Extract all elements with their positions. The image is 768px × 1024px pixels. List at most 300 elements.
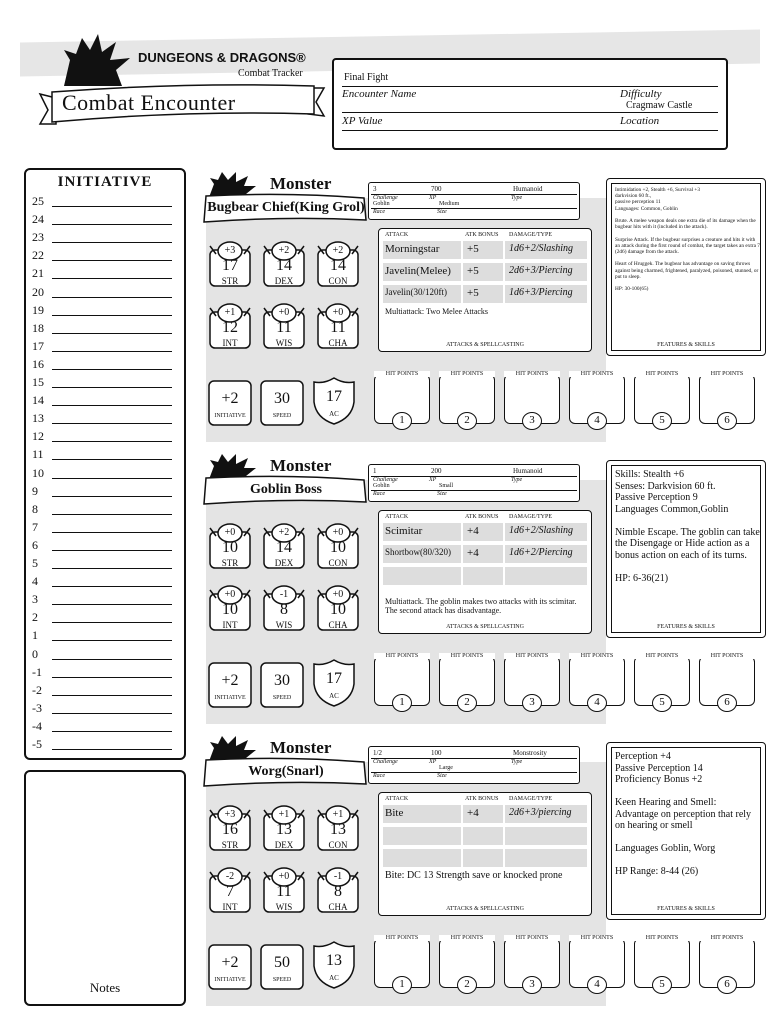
initiative-number: 20: [32, 284, 44, 299]
attacks-footer: ATTACKS & SPELLCASTING: [446, 624, 524, 630]
attack-note[interactable]: Multiattack. The goblin makes two attacks with its scimitar. The second attack has disadvantage.: [385, 597, 577, 615]
race-label: Race: [373, 491, 385, 497]
ability-value: 10: [222, 539, 238, 556]
ability-value: 14: [276, 257, 292, 274]
ability-score-int[interactable]: [208, 302, 252, 350]
attack-name-cell[interactable]: [383, 827, 461, 845]
initiative-row[interactable]: [32, 248, 172, 264]
ability-modifier: +2: [278, 245, 290, 256]
race-label: Race: [373, 773, 385, 779]
features-text[interactable]: Intimidation +2, Stealth +6, Survival +3 darkvision 60 ft., passive perception 11 Languages: Common, Goblin Brute. A melee weapon deals one extra die of its damage when the bugbear hits with it (included in the attack). Surprise Attack. If the bugbear surprises a creature and hits it with an attack during the first round of combat, the target takes an extra 7 (2d6) damage from the attack. Heart of Hruggek. The bugbear has advantage on saving throws against being charmed, frightened, paralyzed, poisoned, stunned, or put to sleep. HP: 30-100(65): [615, 187, 760, 293]
ability-score-con[interactable]: [316, 240, 360, 288]
ac-label: AC: [329, 974, 339, 982]
size-label: Size: [437, 773, 447, 779]
ability-label: STR: [221, 840, 239, 850]
initiative-number: 16: [32, 356, 44, 371]
monster-name[interactable]: Goblin Boss: [250, 482, 322, 497]
ability-score-wis[interactable]: [262, 584, 306, 632]
initiative-row[interactable]: [32, 393, 172, 409]
ability-label: DEX: [274, 276, 294, 286]
ability-value: 11: [276, 319, 292, 336]
features-box: [606, 460, 766, 638]
ability-value: 7: [226, 883, 234, 900]
initiative-row[interactable]: [32, 429, 172, 445]
initiative-number: 2: [32, 610, 38, 625]
size-value[interactable]: Small: [439, 483, 454, 489]
hit-points-number: 4: [587, 976, 607, 994]
initiative-row[interactable]: [32, 321, 172, 337]
ability-modifier: +0: [332, 589, 344, 600]
initiative-number: 13: [32, 411, 44, 426]
attack-name: Javelin(30/120ft): [385, 287, 447, 297]
ability-score-str[interactable]: [208, 240, 252, 288]
ability-label: WIS: [275, 620, 293, 630]
hit-points-label: HIT POINTS: [634, 653, 690, 659]
race-label: Race: [373, 209, 385, 215]
attack-note[interactable]: Multiattack: Two Melee Attacks: [385, 307, 489, 316]
features-text[interactable]: Skills: Stealth +6 Senses: Darkvision 60 ft. Passive Perception 9 Languages Common,Goblin Nimble Escape. The goblin can take the Disengage or Hide action as a bonus action on each of its turns. HP: 6-36(21): [615, 469, 760, 584]
initiative-row[interactable]: [32, 556, 172, 572]
challenge-value[interactable]: 1: [373, 467, 377, 475]
initiative-number: 15: [32, 375, 44, 389]
attack-damage: 1d6+3/Piercing: [509, 287, 573, 298]
ability-value: 14: [330, 257, 346, 274]
monster-heading: Monster: [270, 174, 332, 193]
speed-value: 30: [274, 390, 290, 407]
ability-modifier: -2: [225, 871, 235, 882]
attack-bonus: +5: [467, 265, 479, 277]
monster-block: [196, 734, 768, 1012]
initiative-title: INITIATIVE: [57, 174, 153, 190]
hit-points-number: 4: [587, 694, 607, 712]
initiative-stat[interactable]: [208, 944, 252, 990]
initiative-row[interactable]: [32, 719, 172, 735]
size-value[interactable]: Large: [439, 765, 453, 771]
page-title: Combat Encounter: [62, 90, 236, 115]
monster-info-box: [368, 464, 580, 502]
initiative-row[interactable]: [32, 466, 172, 482]
ac-value: 17: [326, 670, 342, 687]
speed-stat[interactable]: [260, 380, 304, 426]
hit-points-box[interactable]: [439, 652, 495, 714]
initiative-row[interactable]: [32, 266, 172, 282]
ability-label: DEX: [274, 840, 294, 850]
ability-modifier: +0: [278, 871, 290, 882]
hit-points-box[interactable]: [634, 934, 690, 996]
speed-label: SPEED: [272, 977, 292, 983]
hit-points-box[interactable]: [699, 934, 755, 996]
ac-label: AC: [329, 410, 339, 418]
hit-points-box[interactable]: [569, 934, 625, 996]
initiative-number: 14: [32, 393, 44, 408]
attacks-footer: ATTACKS & SPELLCASTING: [446, 906, 524, 912]
ability-value: 11: [330, 319, 346, 336]
hit-points-label: HIT POINTS: [439, 653, 495, 659]
hit-points-box[interactable]: [439, 370, 495, 432]
ability-label: DEX: [274, 558, 294, 568]
ability-value: 10: [330, 601, 346, 618]
ability-score-int[interactable]: [208, 584, 252, 632]
attacks-box: [378, 792, 592, 916]
armor-class-stat[interactable]: [312, 940, 356, 990]
features-footer: FEATURES & SKILLS: [657, 906, 715, 912]
attack-bonus: +4: [467, 525, 479, 537]
speed-stat[interactable]: [260, 662, 304, 708]
challenge-value[interactable]: 3: [373, 185, 377, 193]
attack-bonus: +4: [467, 807, 479, 819]
hit-points-label: HIT POINTS: [439, 935, 495, 941]
attack-damage-cell[interactable]: [505, 827, 587, 845]
notes-panel[interactable]: [24, 770, 186, 1006]
ability-score-cha[interactable]: [316, 866, 360, 914]
attack-damage: 2d6+3/piercing: [509, 807, 572, 818]
ability-score-cha[interactable]: [316, 302, 360, 350]
challenge-value[interactable]: 1/2: [373, 749, 382, 757]
ability-label: CON: [328, 558, 348, 568]
initiative-number: 6: [32, 537, 38, 552]
hit-points-box[interactable]: [699, 370, 755, 432]
brand-subtitle: Combat Tracker: [238, 68, 303, 79]
initiative-row[interactable]: [32, 484, 172, 500]
ability-score-int[interactable]: [208, 866, 252, 914]
features-footer: FEATURES & SKILLS: [657, 624, 715, 630]
ability-modifier: -1: [279, 589, 289, 600]
attack-name-cell[interactable]: [383, 849, 461, 867]
attack-bonus-cell[interactable]: [463, 849, 503, 867]
initiative-number: -1: [32, 664, 42, 679]
hit-points-box[interactable]: [504, 370, 560, 432]
encounter-info-box: [332, 58, 728, 150]
initiative-row[interactable]: [32, 683, 172, 699]
monster-heading: Monster: [270, 738, 332, 757]
initiative-number: 18: [32, 320, 44, 335]
initiative-number: 24: [32, 212, 44, 227]
size-value[interactable]: Medium: [439, 201, 460, 207]
monster-heading: Monster: [270, 456, 332, 475]
ability-score-con[interactable]: [316, 804, 360, 852]
ability-modifier: +0: [278, 307, 290, 318]
initiative-stat[interactable]: [208, 380, 252, 426]
type-value[interactable]: Humanoid: [513, 185, 543, 193]
initiative-stat[interactable]: [208, 662, 252, 708]
attack-bonus-cell[interactable]: [463, 567, 503, 585]
ability-value: 14: [276, 539, 292, 556]
ability-value: 12: [222, 319, 238, 336]
ability-value: 16: [222, 821, 238, 838]
hit-points-box[interactable]: [699, 652, 755, 714]
hit-points-box[interactable]: [569, 652, 625, 714]
initiative-row[interactable]: [32, 357, 172, 373]
ability-modifier: +2: [278, 527, 290, 538]
hit-points-label: HIT POINTS: [569, 935, 625, 941]
monster-block: [196, 170, 768, 448]
features-text[interactable]: Perception +4 Passive Perception 14 Proficiency Bonus +2 Keen Hearing and Smell: Advantage on perception that rely on hearing or smell Languages Goblin, Worg HP Range: 8-44 (26): [615, 751, 752, 877]
atk-bonus-header: ATK BONUS: [465, 514, 499, 520]
hit-points-box[interactable]: [439, 934, 495, 996]
initiative-number: 21: [32, 266, 44, 281]
attack-damage: 1d6+2/Slashing: [509, 243, 573, 254]
initiative-number: -5: [32, 737, 42, 751]
attack-damage: 1d6+2/Slashing: [509, 525, 573, 536]
hit-points-label: HIT POINTS: [504, 935, 560, 941]
initiative-value: +2: [221, 954, 239, 971]
hit-points-label: HIT POINTS: [504, 371, 560, 377]
ability-score-str[interactable]: [208, 522, 252, 570]
location-value[interactable]: Cragmaw Castle: [626, 100, 693, 111]
hit-points-label: HIT POINTS: [439, 371, 495, 377]
initiative-value: +2: [221, 390, 239, 407]
race-value[interactable]: Goblin: [373, 201, 390, 207]
hit-points-number: 6: [717, 412, 737, 430]
monster-info-box: [368, 746, 580, 784]
ability-modifier: +0: [224, 589, 236, 600]
initiative-number: 1: [32, 628, 38, 643]
hit-points-number: 1: [392, 976, 412, 994]
hit-points-box[interactable]: [634, 370, 690, 432]
hit-points-label: HIT POINTS: [634, 371, 690, 377]
attack-name: Scimitar: [385, 525, 423, 537]
initiative-number: 0: [32, 646, 38, 661]
initiative-row[interactable]: [32, 339, 172, 355]
hit-points-label: HIT POINTS: [504, 653, 560, 659]
ability-modifier: +1: [332, 809, 344, 820]
ability-modifier: +3: [224, 245, 236, 256]
hit-points-number: 6: [717, 976, 737, 994]
initiative-row[interactable]: [32, 737, 172, 753]
ability-modifier: +0: [224, 527, 236, 538]
xp-label: XP: [429, 477, 437, 483]
hit-points-number: 5: [652, 694, 672, 712]
atk-bonus-header: ATK BONUS: [465, 796, 499, 802]
attack-damage-cell[interactable]: [505, 849, 587, 867]
initiative-number: 4: [32, 574, 38, 589]
ability-label: INT: [222, 902, 238, 912]
hit-points-box[interactable]: [374, 370, 430, 432]
speed-stat[interactable]: [260, 944, 304, 990]
damage-type-header: DAMAGE/TYPE: [509, 232, 552, 238]
xp-value[interactable]: 700: [431, 185, 442, 193]
ability-label: INT: [222, 620, 238, 630]
initiative-label: INITIATIVE: [214, 413, 246, 419]
attack-bonus: +5: [467, 243, 479, 255]
ability-score-con[interactable]: [316, 522, 360, 570]
ability-label: STR: [221, 558, 239, 568]
monster-info-box: [368, 182, 580, 220]
attack-header: ATTACK: [385, 796, 409, 802]
initiative-row[interactable]: [32, 574, 172, 590]
challenge-label: Challenge: [373, 759, 398, 765]
initiative-number: 5: [32, 556, 38, 570]
hit-points-label: HIT POINTS: [374, 653, 430, 659]
hit-points-label: HIT POINTS: [569, 653, 625, 659]
initiative-number: -4: [32, 718, 42, 733]
type-label: Type: [511, 759, 523, 765]
attack-note[interactable]: Bite: DC 13 Strength save or knocked prone: [385, 870, 563, 881]
brand-title: DUNGEONS & DRAGONS®: [138, 50, 306, 65]
ability-score-wis[interactable]: [262, 866, 306, 914]
race-value[interactable]: Goblin: [373, 483, 390, 489]
type-value[interactable]: Humanoid: [513, 467, 543, 475]
hit-points-number: 3: [522, 694, 542, 712]
initiative-row[interactable]: [32, 303, 172, 319]
initiative-row[interactable]: [32, 665, 172, 681]
hit-points-label: HIT POINTS: [634, 935, 690, 941]
monster-name[interactable]: Worg(Snarl): [248, 764, 324, 779]
dragon-logo-icon: [60, 30, 140, 90]
initiative-label: INITIATIVE: [214, 695, 246, 701]
ability-value: 11: [276, 883, 292, 900]
hit-points-number: 5: [652, 976, 672, 994]
initiative-label: INITIATIVE: [214, 977, 246, 983]
initiative-row[interactable]: [32, 230, 172, 246]
challenge-label: Challenge: [373, 195, 398, 201]
initiative-number: 3: [32, 592, 38, 607]
ability-value: 10: [330, 539, 346, 556]
initiative-row[interactable]: [32, 538, 172, 554]
attack-bonus-cell[interactable]: [463, 827, 503, 845]
notes-label: Notes: [89, 980, 121, 995]
attack-header: ATTACK: [385, 514, 409, 520]
attack-damage-cell[interactable]: [505, 567, 587, 585]
hit-points-label: HIT POINTS: [569, 371, 625, 377]
hit-points-number: 4: [587, 412, 607, 430]
ability-label: CON: [328, 840, 348, 850]
initiative-number: 12: [32, 429, 44, 444]
ability-value: 13: [276, 821, 292, 838]
attack-bonus: +5: [467, 287, 479, 299]
monster-name[interactable]: Bugbear Chief(King Grol): [207, 200, 365, 215]
hit-points-label: HIT POINTS: [374, 935, 430, 941]
ability-modifier: +1: [278, 809, 290, 820]
initiative-number: 7: [32, 519, 38, 534]
initiative-number: -2: [32, 682, 42, 697]
ability-value: 8: [280, 601, 288, 618]
initiative-number: 25: [32, 194, 44, 208]
initiative-row[interactable]: [32, 628, 172, 644]
ac-label: AC: [329, 692, 339, 700]
initiative-row[interactable]: [32, 647, 172, 663]
hit-points-number: 1: [392, 412, 412, 430]
initiative-row[interactable]: [32, 502, 172, 518]
difficulty-label: Difficulty: [620, 88, 662, 100]
size-label: Size: [437, 491, 447, 497]
initiative-number: 10: [32, 465, 44, 480]
xp-label: XP: [429, 759, 437, 765]
type-label: Type: [511, 195, 523, 201]
initiative-number: -3: [32, 700, 42, 715]
xp-value[interactable]: 100: [431, 749, 442, 757]
location-label: Location: [620, 115, 660, 127]
xp-value-label: XP Value: [342, 115, 383, 127]
hit-points-label: HIT POINTS: [699, 935, 755, 941]
initiative-number: 17: [32, 338, 44, 353]
speed-value: 30: [274, 672, 290, 689]
initiative-number: 19: [32, 302, 44, 317]
initiative-number: 11: [32, 447, 44, 462]
ability-score-cha[interactable]: [316, 584, 360, 632]
type-value[interactable]: Monstrosity: [513, 749, 547, 757]
xp-label: XP: [429, 195, 437, 201]
attacks-footer: ATTACKS & SPELLCASTING: [446, 342, 524, 348]
initiative-row[interactable]: [32, 212, 172, 228]
attack-name: Bite: [385, 807, 404, 819]
hit-points-number: 2: [457, 976, 477, 994]
initiative-row[interactable]: [32, 375, 172, 391]
attack-name: Morningstar: [385, 243, 440, 255]
attack-name-cell[interactable]: [383, 567, 461, 585]
encounter-name-label: Encounter Name: [342, 88, 417, 100]
ability-label: WIS: [275, 338, 293, 348]
ability-score-str[interactable]: [208, 804, 252, 852]
hit-points-box[interactable]: [504, 652, 560, 714]
ac-value: 13: [326, 952, 342, 969]
ability-modifier: +0: [332, 307, 344, 318]
initiative-row[interactable]: [32, 447, 172, 463]
initiative-row[interactable]: [32, 285, 172, 301]
ac-value: 17: [326, 388, 342, 405]
monster-block: [196, 452, 768, 730]
attack-header: ATTACK: [385, 232, 409, 238]
hit-points-box[interactable]: [634, 652, 690, 714]
armor-class-stat[interactable]: [312, 658, 356, 708]
initiative-number: 23: [32, 230, 44, 245]
ability-modifier: -1: [333, 871, 343, 882]
damage-type-header: DAMAGE/TYPE: [509, 796, 552, 802]
ability-modifier: +3: [224, 809, 236, 820]
hit-points-box[interactable]: [569, 370, 625, 432]
initiative-row[interactable]: [32, 701, 172, 717]
encounter-name-value[interactable]: Final Fight: [344, 72, 389, 83]
initiative-row[interactable]: [32, 610, 172, 626]
initiative-number: 22: [32, 248, 44, 263]
ability-label: CHA: [328, 902, 348, 912]
atk-bonus-header: ATK BONUS: [465, 232, 499, 238]
hit-points-box[interactable]: [504, 934, 560, 996]
ability-score-dex[interactable]: [262, 804, 306, 852]
ability-score-dex[interactable]: [262, 240, 306, 288]
ability-value: 17: [222, 257, 238, 274]
attack-damage: 2d6+3/Piercing: [509, 265, 573, 276]
hit-points-number: 6: [717, 694, 737, 712]
xp-value[interactable]: 200: [431, 467, 442, 475]
hit-points-label: HIT POINTS: [699, 653, 755, 659]
initiative-row[interactable]: [32, 194, 172, 210]
speed-label: SPEED: [272, 413, 292, 419]
hit-points-box[interactable]: [374, 652, 430, 714]
damage-type-header: DAMAGE/TYPE: [509, 514, 552, 520]
hit-points-number: 3: [522, 976, 542, 994]
initiative-row[interactable]: [32, 520, 172, 536]
ability-modifier: +0: [332, 527, 344, 538]
ability-score-wis[interactable]: [262, 302, 306, 350]
hit-points-label: HIT POINTS: [374, 371, 430, 377]
attack-bonus: +4: [467, 547, 479, 559]
ability-label: CHA: [328, 338, 348, 348]
initiative-number: 8: [32, 501, 38, 516]
armor-class-stat[interactable]: [312, 376, 356, 426]
type-label: Type: [511, 477, 523, 483]
ability-label: INT: [222, 338, 238, 348]
speed-label: SPEED: [272, 695, 292, 701]
attack-name: Javelin(Melee): [385, 265, 451, 277]
hit-points-number: 3: [522, 412, 542, 430]
initiative-row[interactable]: [32, 592, 172, 608]
hit-points-box[interactable]: [374, 934, 430, 996]
initiative-row[interactable]: [32, 411, 172, 427]
features-box: [606, 178, 766, 356]
hit-points-number: 5: [652, 412, 672, 430]
ability-score-dex[interactable]: [262, 522, 306, 570]
